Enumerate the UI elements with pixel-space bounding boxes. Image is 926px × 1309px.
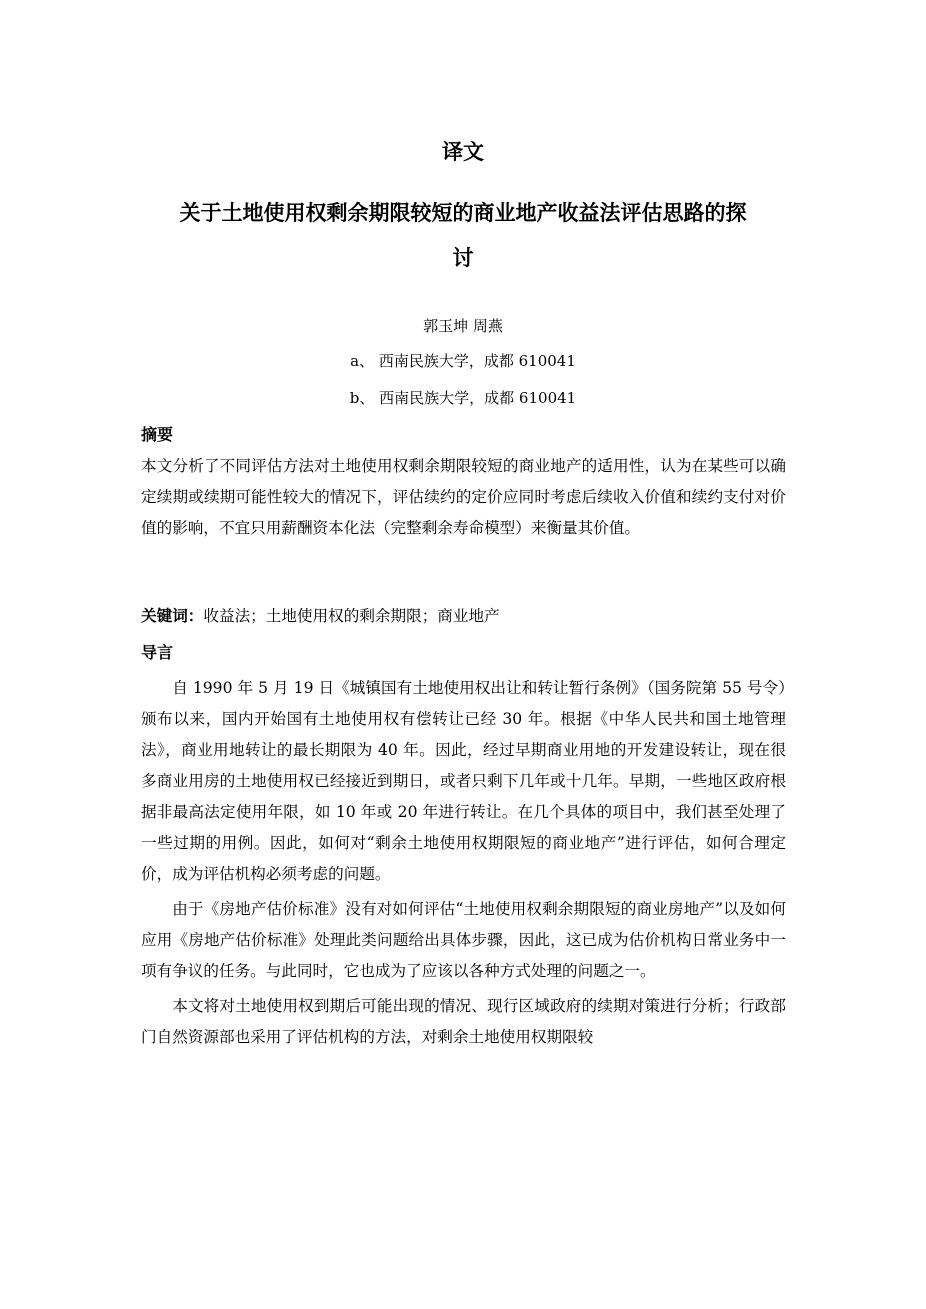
keywords bbox=[141, 603, 786, 629]
intro-paragraph: 由于《房地产估价标准》没有对如何评估“土地使用权剩余期限短的商业房地产”以及如何应用《房地产估价标准》处理此类问题给出具体步骤，因此，这已成为估价机构日常业务中一项有争议的任务。与此同时，它也成为了应该以各种方式处理的问题之一。 bbox=[141, 900, 786, 980]
paper-title-line-1: 关于土地使用权剩余期限较短的商业地产收益法评估思路的探 bbox=[179, 201, 747, 225]
intro-paragraph: 自 1990 年 5 月 19 日《城镇国有土地使用权出让和转让暂行条例》（国务院第 55 号令）颁布以来，国内开始国有土地使用权有偿转让已经 30 年。根据《中华人民共和国土地管理法》，商业用地转让的最长期限为 40 年。因此，经过早期商业用地的开发建设转让，现在很多商业用房的土地使用权已经接近到期日，或者只剩下几年或十几年。早期，一些地区政府根据非最高法定使用年限，如 10 年或 20 年进行转让。在几个具体的项目中，我们甚至处理了一些过期的用例。因此，如何对“剩余土地使用权期限短的商业地产”进行评估，如何合理定价，成为评估机构必须考虑的问题。 bbox=[141, 679, 786, 883]
page-heading: 译文 bbox=[442, 140, 484, 164]
keywords-text: 收益法；土地使用权的剩余期限；商业地产 bbox=[203, 607, 500, 625]
affiliation-a: a、 西南民族大学，成都 610041 bbox=[350, 352, 576, 370]
authors: 郭玉坤 周燕 bbox=[423, 317, 503, 335]
paper-title-line-2: 讨 bbox=[452, 246, 474, 270]
affiliation-b: b、 西南民族大学，成都 610041 bbox=[349, 389, 577, 407]
keywords-label: 关键词： bbox=[141, 607, 204, 625]
abstract-heading: 摘要 bbox=[141, 425, 174, 444]
introduction-body bbox=[141, 673, 786, 1053]
intro-paragraph: 本文将对土地使用权到期后可能出现的情况、现行区域政府的续期对策进行分析；行政部门自然资源部也采用了评估机构的方法，对剩余土地使用权期限较 bbox=[141, 997, 786, 1046]
introduction-heading: 导言 bbox=[141, 643, 174, 662]
abstract-text: 本文分析了不同评估方法对土地使用权剩余期限较短的商业地产的适用性，认为在某些可以确定续期或续期可能性较大的情况下，评估续约的定价应同时考虑后续收入价值和续约支付对价值的影响，不宜只用薪酬资本化法（完整剩余寿命模型）来衡量其价值。 bbox=[141, 457, 786, 537]
